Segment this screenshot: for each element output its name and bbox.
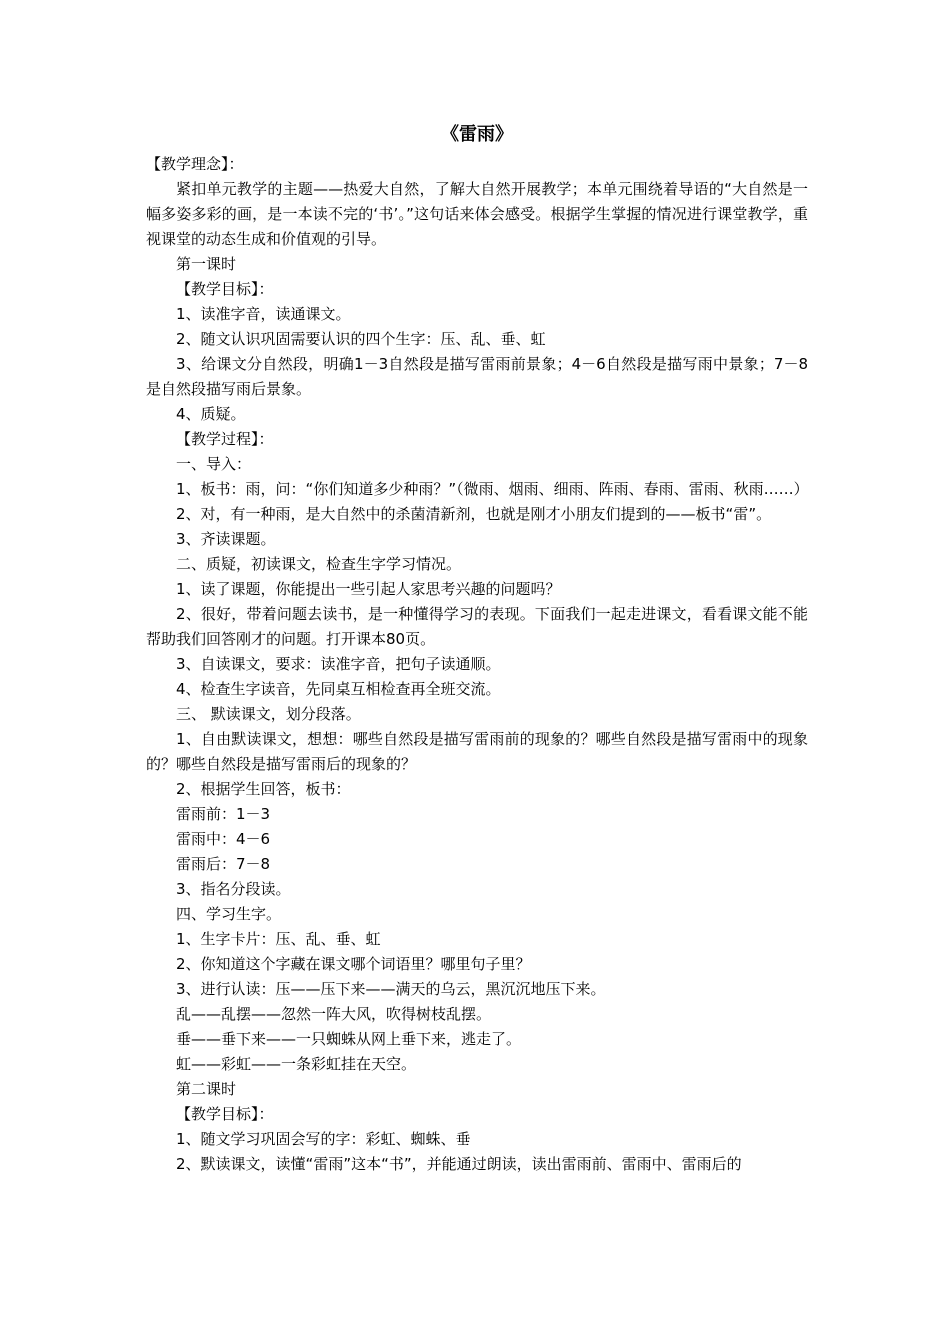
paragraph-line: 【教学目标】： [176, 1105, 274, 1123]
paragraph-line: 4、质疑。 [176, 405, 246, 423]
paragraph-line: 虹——彩虹——一条彩虹挂在天空。 [176, 1055, 417, 1073]
paragraph-line: 第一课时 [176, 255, 237, 273]
paragraph-line: 2、你知道这个字藏在课文哪个词语里？哪里句子里？ [176, 955, 531, 973]
paragraph-line: 3、指名分段读。 [176, 880, 291, 898]
paragraph-line: 2、默读课文，读懂“雷雨”这本“书”，并能通过朗读，读出雷雨前、雷雨中、雷雨后的 [176, 1155, 742, 1173]
paragraph-line: 1、读了课题，你能提出一些引起人家思考兴趣的问题吗？ [176, 580, 561, 598]
paragraph-line: 4、检查生字读音，先同桌互相检查再全班交流。 [176, 680, 501, 698]
paragraph-line: 垂——垂下来——一只蜘蛛从网上垂下来，逃走了。 [176, 1030, 522, 1048]
paragraph-line: 3、给课文分自然段，明确1－3自然段是描写雷雨前景象；4－6自然段是描写雨中景象；7－8是自然段描写雨后景象。 [146, 355, 808, 398]
paragraph-line: 1、板书：雨，问：“你们知道多少种雨？”（微雨、烟雨、细雨、阵雨、春雨、雷雨、秋雨……） [176, 480, 809, 498]
paragraph-line: 二、质疑，初读课文，检查生字学习情况。 [176, 555, 462, 573]
paragraph-line: 第二课时 [176, 1080, 237, 1098]
paragraph-line: 3、齐读课题。 [176, 530, 276, 548]
paragraph-line: 1、生字卡片：压、乱、垂、虹 [176, 930, 381, 948]
paragraph-line: 雷雨后：7－8 [176, 855, 271, 873]
paragraph-line: 【教学目标】： [176, 280, 274, 298]
paragraph-line: 紧扣单元教学的主题——热爱大自然，了解大自然开展教学；本单元围绕着导语的“大自然是一幅多姿多彩的画，是一本读不完的‘书’。”这句话来体会感受。根据学生掌握的情况进行课堂教学，重视课堂的动态生成和价值观的引导。 [146, 180, 808, 248]
paragraph-line: 四、学习生字。 [176, 905, 282, 923]
paragraph-line: 三、 默读课文，划分段落。 [176, 705, 361, 723]
document-title: 《雷雨》 [441, 124, 513, 145]
paragraph-line: 2、对，有一种雨，是大自然中的杀菌清新剂，也就是刚才小朋友们提到的——板书“雷”。 [176, 505, 772, 523]
paragraph-line: 一、导入： [176, 455, 252, 473]
paragraph-line: 3、进行认读：压——压下来——满天的乌云，黑沉沉地压下来。 [176, 980, 606, 998]
document-body [146, 152, 808, 1177]
paragraph-line: 2、很好，带着问题去读书，是一种懂得学习的表现。下面我们一起走进课文，看看课文能不能帮助我们回答刚才的问题。打开课本80页。 [146, 605, 808, 648]
paragraph-line: 1、读准字音，读通课文。 [176, 305, 351, 323]
paragraph-line: 2、根据学生回答，板书： [176, 780, 351, 798]
paragraph-line: 【教学过程】： [176, 430, 274, 448]
paragraph-line: 雷雨中：4－6 [176, 830, 271, 848]
document-page [146, 120, 808, 1177]
paragraph-line: 1、自由默读课文，想想：哪些自然段是描写雷雨前的现象的？哪些自然段是描写雷雨中的现象的？哪些自然段是描写雷雨后的现象的？ [146, 730, 808, 773]
paragraph-line: 【教学理念】： [146, 155, 244, 173]
paragraph-line: 1、随文学习巩固会写的字：彩虹、蜘蛛、垂 [176, 1130, 471, 1148]
paragraph-line: 3、自读课文，要求：读准字音，把句子读通顺。 [176, 655, 501, 673]
paragraph-line: 2、随文认识巩固需要认识的四个生字：压、乱、垂、虹 [176, 330, 546, 348]
paragraph-line: 雷雨前：1－3 [176, 805, 271, 823]
paragraph-line: 乱——乱摆——忽然一阵大风，吹得树枝乱摆。 [176, 1005, 492, 1023]
